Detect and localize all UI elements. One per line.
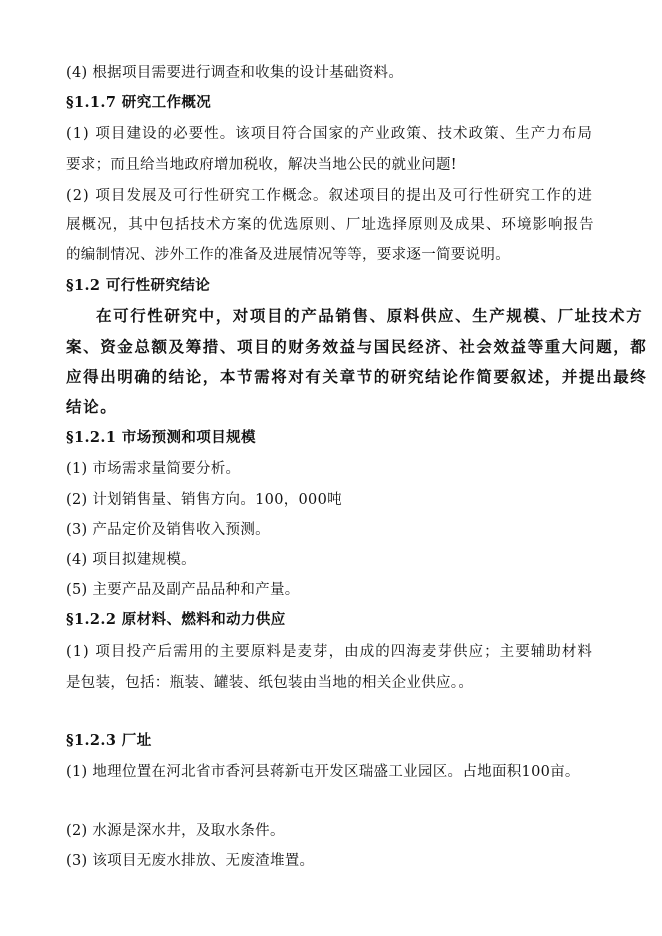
bold-paragraph-line: 结论。 (66, 397, 118, 416)
section-heading-1-2-2: §1.2.2 原材料、燃料和动力供应 (66, 611, 286, 628)
paragraph-line: 是包装，包括：瓶装、罐装、纸包装由当地的相关企业供应。。 (66, 675, 474, 691)
list-item: (3) 产品定价及销售收入预测。 (66, 522, 270, 538)
list-item: (1) 地理位置在河北省市香河县蒋新屯开发区瑞盛工业园区。占地面积100亩。 (66, 764, 580, 780)
paragraph-line: (1) 项目投产后需用的主要原料是麦芽，由成的四海麦芽供应；主要辅助材料 (66, 644, 593, 660)
list-item: (1) 市场需求量简要分析。 (66, 461, 241, 477)
list-item: (4) 项目拟建规模。 (66, 552, 196, 568)
list-item: (2) 水源是深水井，及取水条件。 (66, 823, 285, 839)
list-item: (2) 计划销售量、销售方向。100，000吨 (66, 492, 342, 508)
section-heading-1-1-7: §1.1.7 研究工作概况 (66, 94, 212, 111)
paragraph-line: 要求；而且给当地政府增加税收，解决当地公民的就业问题! (66, 157, 457, 173)
section-heading-1-2-3: §1.2.3 厂址 (66, 732, 152, 749)
list-item: (5) 主要产品及副产品品种和产量。 (66, 582, 300, 598)
paragraph-line: 展概况，其中包括技术方案的优选原则、厂址选择原则及成果、环境影响报告 (66, 217, 595, 233)
bold-paragraph-line: 案、资金总额及筹措、项目的财务效益与国民经济、社会效益等重大问题，都 (66, 337, 648, 356)
paragraph-line: (2) 项目发展及可行性研究工作概念。叙述项目的提出及可行性研究工作的进 (66, 188, 593, 204)
paragraph-line: (1) 项目建设的必要性。该项目符合国家的产业政策、技术政策、生产力布局 (66, 126, 593, 142)
section-heading-1-2-1: §1.2.1 市场预测和项目规模 (66, 429, 256, 446)
list-item: (3) 该项目无废水排放、无废渣堆置。 (66, 853, 315, 869)
paragraph-line: 的编制情况、涉外工作的准备及进展情况等等，要求逐一简要说明。 (66, 247, 510, 263)
section-heading-1-2: §1.2 可行性研究结论 (66, 277, 211, 294)
bold-paragraph-line: 在可行性研究中，对项目的产品销售、原料供应、生产规模、厂址技术方 (96, 306, 644, 325)
item-4-design-data: (4) 根据项目需要进行调查和收集的设计基础资料。 (66, 65, 404, 81)
bold-paragraph-line: 应得出明确的结论，本节需将对有关章节的研究结论作简要叙述，并提出最终 (66, 367, 648, 386)
